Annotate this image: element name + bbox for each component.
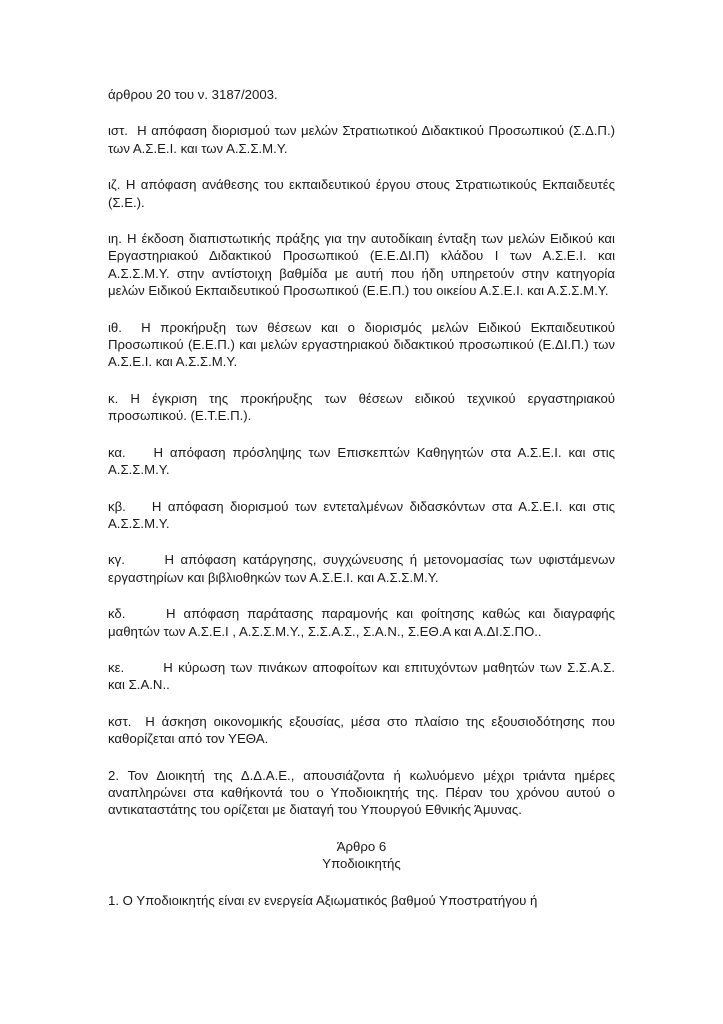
item-label: ιη. xyxy=(108,231,122,247)
item-label: κδ. xyxy=(108,606,126,622)
item-text: Η απόφαση ανάθεσης του εκπαιδευτικού έργου στους Στρατιωτικούς Εκπαιδευτές (Σ.Ε.). xyxy=(108,177,615,210)
article-paragraph-1: 1. Ο Υποδιοικητής είναι εν ενεργεία Αξιωματικός βαθμού Υποστρατήγου ή xyxy=(108,892,538,908)
item-kg xyxy=(108,551,615,586)
item-iz xyxy=(108,176,615,211)
item-ith xyxy=(108,319,615,371)
item-ka xyxy=(108,444,615,479)
item-ke xyxy=(108,659,615,694)
item-text: Η άσκηση οικονομικής εξουσίας, μέσα στο πλαίσιο της εξουσιοδότησης που καθορίζεται από τον ΥΕΘΑ. xyxy=(108,713,615,747)
item-label: ιζ. xyxy=(108,177,121,193)
item-text: Η απόφαση πρόσληψης των Επισκεπτών Καθηγητών στα Α.Σ.Ε.Ι. και στις Α.Σ.Σ.Μ.Υ. xyxy=(108,444,615,478)
item-label: ιστ. xyxy=(108,123,128,139)
item-label: κγ. xyxy=(108,552,125,568)
item-text: Η προκήρυξη των θέσεων και ο διορισμός μελών Ειδικού Εκπαιδευτικού Προσωπικού (Ε.Ε.Π.) και μελών εργαστηριακού διδακτικού προσωπικού (Ε.ΔΙ.Π.) των Α.Σ.Ε.Ι. και Α.Σ.Σ.Μ.Υ. xyxy=(108,319,615,370)
item-label: κ. xyxy=(108,390,119,406)
item-text: Η απόφαση διορισμού των εντεταλμένων διδασκόντων στα Α.Σ.Ε.Ι. και στις Α.Σ.Σ.Μ.Υ. xyxy=(108,498,615,531)
item-kst xyxy=(108,713,615,748)
item-k xyxy=(108,390,615,425)
item-ist xyxy=(108,122,615,157)
item-label: κε. xyxy=(108,659,125,675)
article-title: Υποδιοικητής xyxy=(322,856,401,872)
item-label: ιθ. xyxy=(108,319,122,335)
item-text: Η έκδοση διαπιστωτικής πράξης για την αυτοδίκαιη ένταξη των μελών Ειδικού και Εργαστηριακού Διδακτικού Προσωπικού (Ε.Ε.ΔΙ.Π) κλάδου Ι των Α.Σ.Ε.Ι. και Α.Σ.Σ.Μ.Υ. στην αντίστοιχη βαθμίδα με αυτή που ήδη υπηρετούν στην κατηγορία μελών Ειδικού Εκπαιδευτικού Προσωπικού (Ε.Ε.Π.) του οικείου Α.Σ.Ε.Ι. και Α.Σ.Σ.Μ.Υ. xyxy=(108,231,615,299)
item-label: κα. xyxy=(108,444,126,460)
item-label: κβ. xyxy=(108,498,126,514)
paragraph-2: 2. Τον Διοικητή της Δ.Δ.Α.Ε., απουσιάζοντα ή κωλυόμενο μέχρι τριάντα ημέρες αναπληρώνει στα καθήκοντά του ο Υποδιοικητής της. Πέραν του χρόνου αυτού ο αντικαταστάτης του ορίζεται με διαταγή του Υπουργού Εθνικής Άμυνας. xyxy=(108,767,615,818)
item-kb xyxy=(108,498,615,533)
item-text: Η απόφαση παράτασης παραμονής και φοίτησης καθώς και διαγραφής μαθητών των Α.Σ.Ε.Ι , Α.Σ.Σ.Μ.Υ., Σ.Σ.Α.Σ., Σ.Α.Ν., Σ.ΕΘ.Α και Α.ΔΙ.Σ.ΠΟ.. xyxy=(108,606,615,639)
item-text: Η έγκριση της προκήρυξης των θέσεων ειδικού τεχνικού εργαστηριακού προσωπικού. (Ε.Τ.Ε.Π.). xyxy=(108,390,615,424)
item-text: Η απόφαση κατάργησης, συγχώνευσης ή μετονομασίας των υφιστάμενων εργαστηρίων και βιβλιοθηκών των Α.Σ.Ε.Ι. και Α.Σ.Σ.Μ.Υ. xyxy=(108,552,615,585)
article-heading xyxy=(108,838,615,873)
intro-line: άρθρου 20 του ν. 3187/2003. xyxy=(108,87,278,102)
item-text: Η κύρωση των πινάκων αποφοίτων και επιτυχόντων μαθητών των Σ.Σ.Α.Σ. και Σ.Α.Ν.. xyxy=(108,659,615,693)
item-text: Η απόφαση διορισμού των μελών Στρατιωτικού Διδακτικού Προσωπικού (Σ.Δ.Π.) των Α.Σ.Ε.Ι. και των Α.Σ.Σ.Μ.Υ. xyxy=(108,123,616,156)
item-kd xyxy=(108,605,615,640)
item-label: κστ. xyxy=(108,713,132,729)
article-number: Άρθρο 6 xyxy=(336,838,387,854)
item-ie xyxy=(108,230,615,300)
